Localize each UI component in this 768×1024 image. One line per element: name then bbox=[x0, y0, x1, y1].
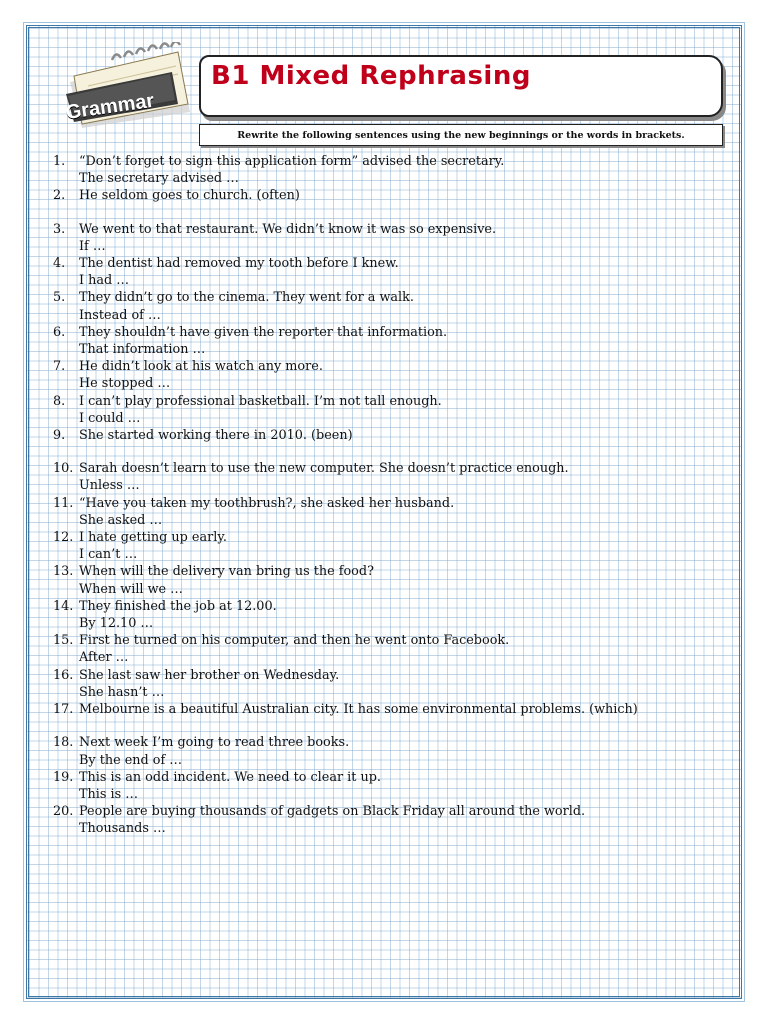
item-stem: The secretary advised … bbox=[79, 171, 239, 187]
list-item bbox=[0, 255, 768, 272]
list-item bbox=[0, 769, 768, 786]
list-item bbox=[0, 460, 768, 477]
list-item bbox=[0, 324, 768, 341]
item-number: 19. bbox=[53, 769, 74, 785]
item-number: 2. bbox=[53, 188, 66, 204]
item-question: First he turned on his computer, and then he went onto Facebook. bbox=[79, 633, 510, 649]
title-banner bbox=[199, 55, 723, 117]
list-item bbox=[0, 803, 768, 820]
item-number: 11. bbox=[53, 495, 74, 511]
list-item bbox=[0, 563, 768, 580]
item-question: “Don’t forget to sign this application form” advised the secretary. bbox=[79, 154, 505, 169]
item-question: She last saw her brother on Wednesday. bbox=[79, 667, 340, 683]
item-question: He seldom goes to church. (often) bbox=[79, 188, 300, 204]
grammar-label: Grammar bbox=[64, 89, 156, 124]
item-number: 3. bbox=[53, 221, 66, 237]
list-item bbox=[0, 427, 768, 444]
item-question: Next week I’m going to read three books. bbox=[79, 735, 350, 751]
item-question: They didn’t go to the cinema. They went for a walk. bbox=[79, 290, 414, 306]
item-number: 9. bbox=[53, 428, 66, 444]
exercise-list bbox=[0, 153, 768, 838]
item-question: He didn’t look at his watch any more. bbox=[79, 359, 323, 375]
item-question: I hate getting up early. bbox=[79, 530, 227, 546]
list-item bbox=[0, 393, 768, 410]
item-stem: I had … bbox=[79, 273, 130, 289]
list-item bbox=[0, 187, 768, 204]
item-number: 18. bbox=[53, 735, 74, 751]
list-item bbox=[0, 221, 768, 238]
item-stem: When will we … bbox=[79, 581, 183, 597]
item-stem: This is … bbox=[79, 786, 139, 802]
item-stem: She asked … bbox=[79, 512, 163, 528]
list-item bbox=[0, 529, 768, 546]
list-item bbox=[0, 734, 768, 751]
page-title: B1 Mixed Rephrasing bbox=[211, 61, 531, 91]
item-number: 10. bbox=[53, 461, 74, 477]
instructions-banner bbox=[199, 124, 723, 146]
instructions-text: Rewrite the following sentences using the new beginnings or the words in brackets. bbox=[237, 129, 685, 141]
item-number: 17. bbox=[53, 702, 74, 718]
item-question: When will the delivery van bring us the food? bbox=[79, 564, 374, 580]
item-question: The dentist had removed my tooth before I knew. bbox=[79, 256, 399, 272]
item-question: They shouldn’t have given the reporter that information. bbox=[79, 324, 448, 340]
item-stem: Thousands … bbox=[79, 821, 166, 837]
item-number: 20. bbox=[53, 804, 74, 820]
item-number: 14. bbox=[53, 598, 74, 614]
list-item bbox=[0, 153, 768, 170]
item-question: She started working there in 2010. (been) bbox=[79, 428, 353, 444]
item-stem: Unless … bbox=[79, 478, 140, 494]
list-item bbox=[0, 358, 768, 375]
item-stem: That information … bbox=[79, 342, 206, 358]
item-stem: If … bbox=[79, 238, 106, 254]
item-question: Melbourne is a beautiful Australian city. It has some environmental problems. (which) bbox=[79, 702, 638, 718]
list-item bbox=[0, 289, 768, 306]
item-number: 15. bbox=[53, 633, 74, 649]
item-question: This is an odd incident. We need to clear it up. bbox=[79, 769, 381, 785]
list-item bbox=[0, 667, 768, 684]
item-number: 13. bbox=[53, 564, 74, 580]
item-question: Sarah doesn’t learn to use the new computer. She doesn’t practice enough. bbox=[79, 461, 569, 477]
list-item bbox=[0, 598, 768, 615]
item-number: 6. bbox=[53, 324, 66, 340]
item-number: 5. bbox=[53, 290, 66, 306]
item-number: 1. bbox=[53, 154, 66, 169]
item-question: I can’t play professional basketball. I’m not tall enough. bbox=[79, 393, 442, 409]
item-stem: After … bbox=[79, 650, 129, 666]
item-stem: She hasn’t … bbox=[79, 684, 165, 700]
item-number: 4. bbox=[53, 256, 66, 272]
list-item bbox=[0, 495, 768, 512]
item-stem: By the end of … bbox=[79, 752, 183, 768]
item-stem: By 12.10 … bbox=[79, 616, 154, 632]
item-question: “Have you taken my toothbrush?, she asked her husband. bbox=[79, 495, 455, 511]
item-question: We went to that restaurant. We didn’t know it was so expensive. bbox=[79, 221, 497, 237]
item-number: 8. bbox=[53, 393, 66, 409]
item-question: They finished the job at 12.00. bbox=[79, 598, 277, 614]
item-number: 12. bbox=[53, 530, 74, 546]
item-question: People are buying thousands of gadgets on Black Friday all around the world. bbox=[79, 804, 586, 820]
list-item bbox=[0, 701, 768, 718]
item-stem: He stopped … bbox=[79, 376, 171, 392]
item-stem: I can’t … bbox=[79, 547, 138, 563]
item-number: 7. bbox=[53, 359, 66, 375]
item-stem: I could … bbox=[79, 410, 141, 426]
list-item bbox=[0, 632, 768, 649]
item-stem: Instead of … bbox=[79, 307, 161, 323]
item-number: 16. bbox=[53, 667, 74, 683]
grammar-notebook-icon bbox=[52, 42, 192, 128]
